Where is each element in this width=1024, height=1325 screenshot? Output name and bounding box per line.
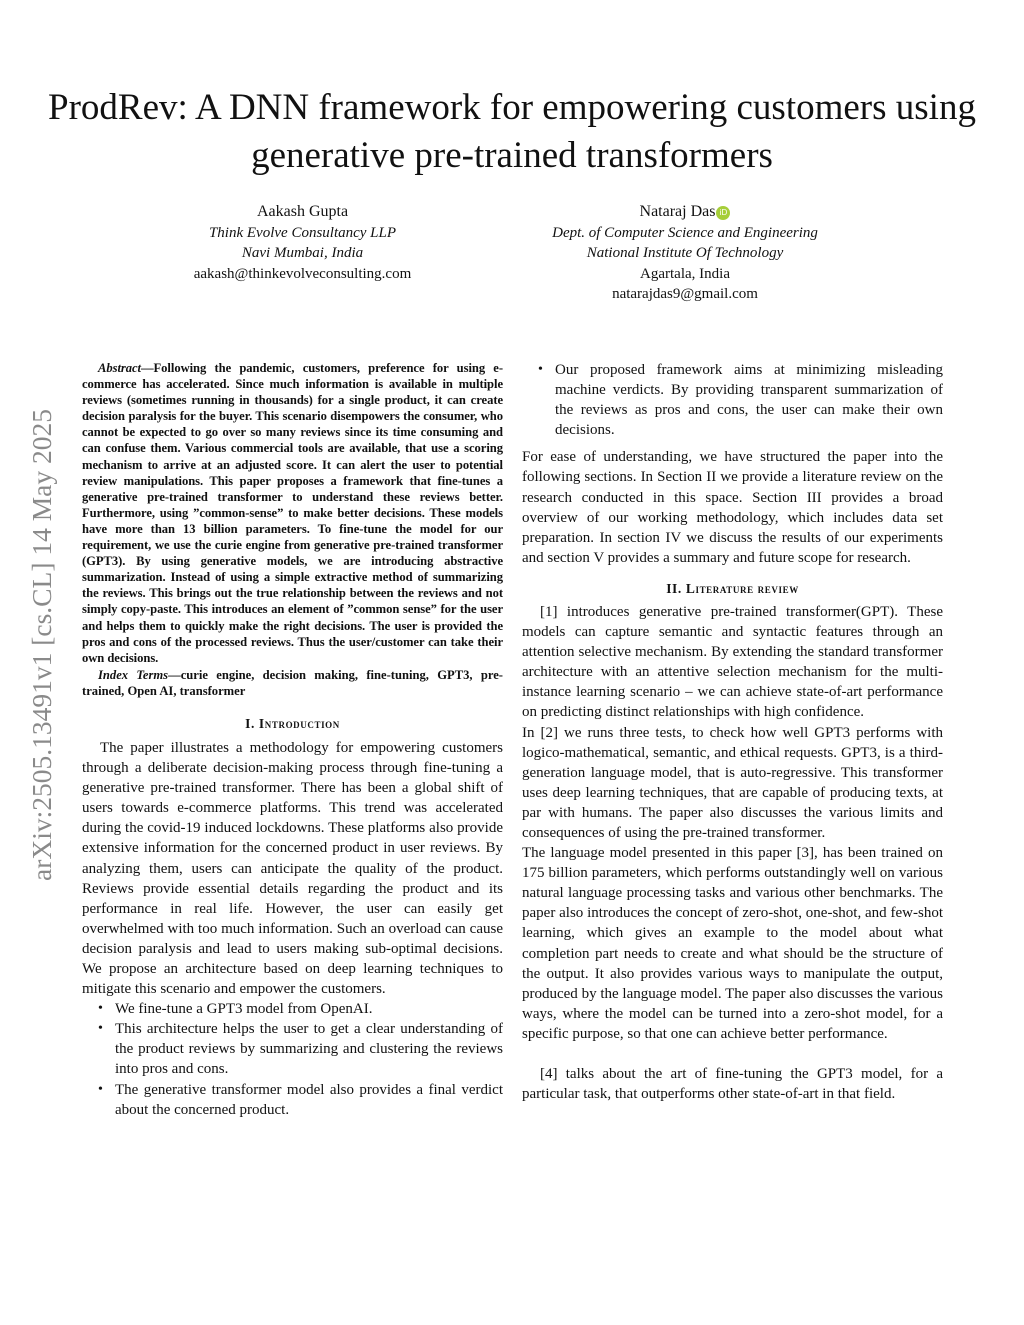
bullet-icon: • bbox=[98, 1021, 103, 1037]
index-terms-label: Index Terms bbox=[98, 667, 169, 682]
author-block-1 bbox=[150, 202, 455, 284]
author-affiliation: Think Evolve Consultancy LLP bbox=[208, 224, 397, 241]
author-name-row bbox=[500, 202, 870, 223]
author-email[interactable]: natarajdas9@gmail.com bbox=[612, 286, 758, 302]
literature-paragraph-2: In [2] we runs three tests, to check how well GPT3 performs with logico-mathematical, semantic, and ethical requests. GPT3, is a third-generation language model, that is auto-regressive. This transformer uses deep learning techniques, that are capable of producing texts, at par with humans. The paper also discusses the various limits and consequences of using the pre-trained transformer. bbox=[522, 724, 943, 841]
author-affiliation: Dept. of Computer Science and Engineering bbox=[552, 224, 818, 241]
bullet-icon: • bbox=[98, 1081, 103, 1097]
left-column bbox=[82, 360, 503, 1120]
list-item: • We fine-tune a GPT3 model from OpenAI. bbox=[82, 999, 503, 1019]
intro-paragraph: The paper illustrates a methodology for empowering customers through a deliberate decision-making process through fine-tuning a generative pre-trained transformer. There has been a global shift of users towards e-commerce platforms. This trend was accelerated during the covid-19 induced lockdowns. These platforms also provide extensive information for the concerned product in user reviews. By analyzing them, users can anticipate the quality of the product. Reviews provide essential details regarding the product and its performance in real life. However, the user can easily get overwhelmed with too much information. Such an overload can cause decision paralysis and lead to users making sub-optimal decisions. We propose an architecture based on deep learning techniques to mitigate this scenario and empower the customers. bbox=[82, 739, 503, 998]
index-terms-text: —curie engine, decision making, fine-tuning, GPT3, pre-trained, Open AI, transformer bbox=[82, 667, 503, 698]
right-column bbox=[522, 360, 943, 1104]
literature-paragraph-3: The language model presented in this paper [3], has been trained on 175 billion parameters, which performs outstandingly well on various natural language processing tasks and various other benchmarks. The paper also introduces the concept of zero-shot, one-shot, and few-shot learning, which gives an example to the model about what completion part needs to create and what should be the structure of the output. It also provides various ways to manipulate the output, produced by the language model. The paper also discusses the various ways, where the model can be turned into a zero-shot model, for a specific purpose, so that one can achieve better performance. bbox=[522, 845, 943, 1042]
section-heading-introduction: I. Introduction bbox=[245, 715, 340, 731]
orcid-icon[interactable]: iD bbox=[716, 206, 730, 220]
bullet-icon: • bbox=[98, 1001, 103, 1017]
author-block-2 bbox=[500, 202, 870, 305]
list-item: • The generative transformer model also provides a final verdict about the concerned product. bbox=[98, 1081, 503, 1118]
author-email[interactable]: aakash@thinkevolveconsulting.com bbox=[193, 265, 412, 282]
contribution-list-continued bbox=[522, 360, 943, 440]
abstract-text: —Following the pandemic, customers, preference for using e-commerce has accelerated. Since much information is available in multiple reviews (sometimes running in thousands) for a single product, it can create decision paralysis for the buyer. This scenario disempowers the consumer, who cannot be expected to go over so many reviews since its time consuming and can confuse them. Various commercial tools are available, that use a scoring mechanism to arrive at an adjusted score. It can alert the user to potential review manipulations. This paper proposes a framework that fine-tunes a generative pre-trained transformer to understand these reviews better. Furthermore, using ”common-sense” to make better decisions. These models have more than 13 billion parameters. To fine-tune the model for our requirement, we use the curie engine from generative pre-trained transformer (GPT3). By using generative models, we are introducing abstractive summarization. Instead of using a simple extractive method of summarizing the reviews. This brings out the true relationship between the reviews and not simply copy-paste. This introduces an element of ”common sense” for the user and helps them to quickly make the right decisions. The user is provided the pros and cons of the processed reviews. Thus the user/customer can take their own decisions. bbox=[82, 361, 503, 665]
author-name: Aakash Gupta bbox=[256, 203, 349, 220]
arxiv-identifier[interactable]: arXiv:2505.13491v1 [cs.CL] 14 May 2025 bbox=[26, 408, 57, 882]
literature-paragraph-1: [1] introduces generative pre-trained transformer(GPT). These models can capture semantic and syntactic features through an attention selective mechanism. By extending the standard transformer architecture with an attentive selection mechanism for the multi-instance learning scenario – we can achieve state-of-art performance on predicting distinct relationships with high confidence. bbox=[522, 603, 943, 721]
abstract-label: Abstract bbox=[98, 361, 141, 375]
index-terms bbox=[82, 667, 503, 699]
arxiv-stamp bbox=[20, 345, 64, 945]
list-item: • This architecture helps the user to get a clear understanding of the product reviews by summarizing and clustering the reviews into pros and cons. bbox=[98, 1021, 503, 1078]
bullet-icon: • bbox=[538, 362, 543, 377]
literature-paragraph-4: [4] talks about the art of fine-tuning the GPT3 model, for a particular task, that outperforms other state-of-art in that field. bbox=[522, 1066, 943, 1103]
paper-title: ProdRev: A DNN framework for empowering customers using generative pre-trained transformers bbox=[48, 87, 976, 176]
intro-closing-paragraph: For ease of understanding, we have structured the paper into the following sections. In Section II we provide a literature review on the research conducted in this space. Section III provides a broad overview of our working methodology, which includes data set preparation. In section IV we discuss the results of our experiments and section V provides a summary and future scope for research. bbox=[522, 449, 943, 566]
section-heading-literature-review: II. Literature review bbox=[666, 580, 799, 596]
list-item: • Our proposed framework aims at minimizing misleading machine verdicts. By providing transparent summarization of the reviews as pros and cons, the user can make their own decisions. bbox=[538, 362, 943, 439]
abstract bbox=[82, 360, 503, 666]
author-name: Nataraj Das bbox=[639, 203, 716, 220]
author-location: Navi Mumbai, India bbox=[241, 245, 364, 261]
contribution-list bbox=[82, 999, 503, 1120]
author-location: Agartala, India bbox=[640, 265, 730, 282]
author-affiliation-institute: National Institute Of Technology bbox=[586, 245, 784, 261]
